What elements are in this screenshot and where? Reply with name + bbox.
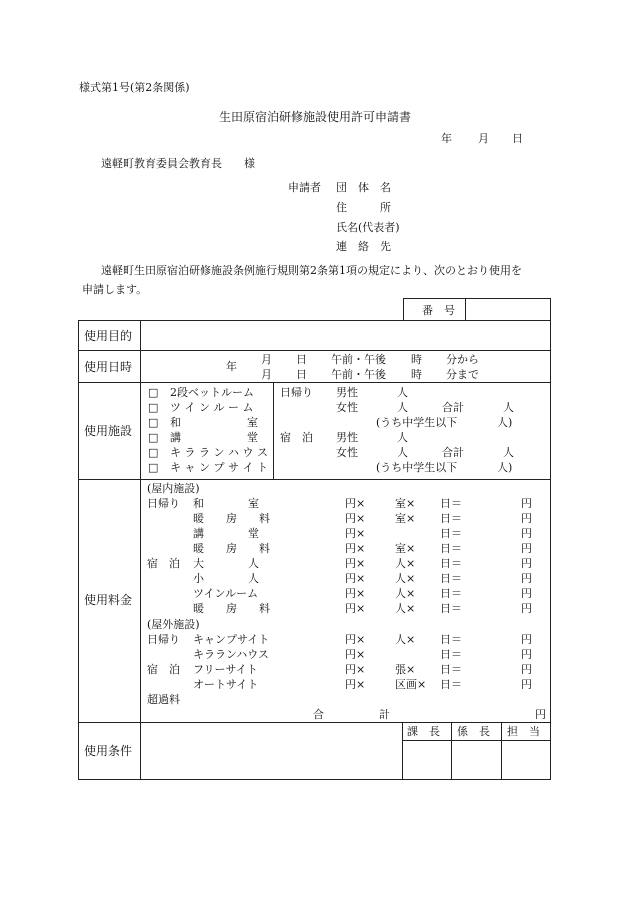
fee-amount-yen: 円 — [521, 633, 532, 646]
fee-amount-yen: 円 — [521, 602, 532, 615]
fee-amount-yen: 円 — [521, 587, 532, 600]
applicant-name-label: 氏名(代表者) — [336, 221, 400, 234]
row-label-facility: 使用施設 — [84, 424, 133, 438]
fee-amount-yen: 円 — [521, 497, 532, 510]
attendance-daytrip-label: 日帰り — [280, 386, 313, 399]
fee-unit-yen: 円 — [345, 587, 356, 600]
fee-unit-yen: 円 — [345, 512, 356, 525]
fee-item-name: キラランハウス — [193, 648, 269, 661]
fee-unit-count: 人× — [395, 572, 416, 585]
attendance-junior-high-close: 人) — [497, 416, 513, 429]
fee-amount-yen: 円 — [521, 648, 532, 661]
fee-multiplier: × — [356, 602, 366, 615]
approval-staff: 担 当 — [507, 725, 540, 738]
datetime-from-ampm: 午前・午後 — [331, 353, 386, 366]
fee-unit-yen: 円 — [345, 663, 356, 676]
fee-item-name: 暖 房 料 — [193, 512, 270, 525]
fee-unit-yen: 円 — [345, 527, 356, 540]
date-month-label: 月 — [478, 132, 489, 145]
fee-unit-count: 区画× — [395, 678, 427, 691]
facility-name-hall: 講 堂 — [170, 431, 258, 444]
fee-multiplier: × — [356, 557, 366, 570]
fee-group-label: 日帰り — [147, 633, 180, 646]
attendance-total-label: 合計 — [442, 401, 464, 414]
datetime-to-minute: 分まで — [446, 368, 479, 381]
facility-name-camp: キ ャ ン プ サ イ ト — [170, 461, 268, 474]
attendance-junior-high-close: 人) — [497, 461, 513, 474]
facility-checkbox-bunk[interactable]: □ — [148, 386, 159, 399]
datetime-to-day: 日 — [296, 368, 307, 381]
fee-unit-yen: 円 — [345, 602, 356, 615]
approval-subsection-chief: 係 長 — [457, 725, 490, 738]
fee-multiplier: × — [356, 542, 366, 555]
fee-multiplier: × — [356, 527, 366, 540]
fee-item-name: 講 堂 — [193, 527, 259, 540]
purpose-field[interactable] — [146, 324, 546, 346]
fee-unit-days: 日＝ — [440, 648, 462, 661]
attendance-junior-high: (うち中学生以下 — [376, 461, 458, 474]
fee-unit-days: 日＝ — [440, 527, 462, 540]
fee-amount-yen: 円 — [521, 663, 532, 676]
row-label-datetime: 使用日時 — [84, 360, 133, 374]
applicant-group-name-label: 団 体 名 — [336, 181, 391, 194]
fee-item-name: オートサイト — [193, 678, 259, 691]
fee-amount-yen: 円 — [521, 678, 532, 691]
fee-group-label: 日帰り — [147, 497, 180, 510]
fee-multiplier: × — [356, 497, 366, 510]
applicant-address-label: 住 所 — [336, 201, 391, 214]
attendance-person-unit: 人 — [503, 401, 514, 414]
attendance-overnight-male: 男性 — [336, 431, 358, 444]
fee-unit-count: 室× — [395, 512, 416, 525]
attendance-person-unit: 人 — [503, 446, 514, 459]
page-title: 生田原宿泊研修施設使用許可申請書 — [219, 110, 412, 124]
datetime-to-month: 月 — [261, 368, 272, 381]
fee-amount-yen: 円 — [521, 542, 532, 555]
fee-unit-yen: 円 — [345, 648, 356, 661]
fee-unit-count: 人× — [395, 557, 416, 570]
datetime-year: 年 — [226, 360, 237, 373]
fee-multiplier: × — [356, 633, 366, 646]
fee-unit-count: 人× — [395, 602, 416, 615]
attendance-daytrip-male: 男性 — [336, 386, 358, 399]
fee-total-label: 合 計 — [313, 708, 390, 721]
body-text-line2: 申請します。 — [82, 283, 148, 296]
attendance-daytrip-female: 女性 — [336, 401, 358, 414]
datetime-from-day: 日 — [296, 353, 307, 366]
fee-excess-label: 超過料 — [147, 693, 180, 706]
facility-name-bunk: 2段ベットルーム — [170, 386, 254, 399]
fee-unit-days: 日＝ — [440, 497, 462, 510]
datetime-to-hour: 時 — [411, 368, 422, 381]
facility-name-twin: ツ イ ン ル ー ム — [170, 401, 254, 414]
fee-amount-yen: 円 — [521, 572, 532, 585]
fee-item-name: 暖 房 料 — [193, 542, 270, 555]
fee-unit-days: 日＝ — [440, 633, 462, 646]
fee-indoor-header: (屋内施設) — [147, 482, 200, 495]
applicant-label: 申請者 — [288, 181, 321, 194]
attendance-person-unit: 人 — [397, 401, 408, 414]
fee-unit-count: 室× — [395, 497, 416, 510]
fee-item-name: キャンプサイト — [193, 633, 270, 646]
facility-checkbox-camp[interactable]: □ — [148, 461, 159, 474]
fee-item-name: 和 室 — [193, 497, 259, 510]
addressee: 遠軽町教育委員会教育長 様 — [101, 157, 255, 170]
attendance-overnight-label: 宿 泊 — [280, 431, 313, 444]
fee-amount-yen: 円 — [521, 527, 532, 540]
facility-checkbox-kirara[interactable]: □ — [148, 446, 159, 459]
datetime-from-month: 月 — [261, 353, 272, 366]
form-number: 様式第1号(第2条関係) — [79, 81, 190, 94]
fee-multiplier: × — [356, 512, 366, 525]
fee-item-name: フリーサイト — [193, 663, 258, 676]
fee-unit-yen: 円 — [345, 497, 356, 510]
approval-section-chief: 課 長 — [407, 725, 440, 738]
fee-unit-count: 人× — [395, 633, 416, 646]
row-label-purpose: 使用目的 — [84, 329, 133, 343]
fee-unit-yen: 円 — [345, 572, 356, 585]
fee-multiplier: × — [356, 648, 366, 661]
fee-unit-days: 日＝ — [440, 602, 462, 615]
fee-multiplier: × — [356, 663, 366, 676]
row-label-conditions: 使用条件 — [84, 744, 133, 758]
fee-unit-days: 日＝ — [440, 678, 462, 691]
fee-outdoor-header: (屋外施設) — [147, 618, 200, 631]
datetime-from-minute: 分から — [446, 353, 479, 366]
fee-unit-days: 日＝ — [440, 587, 462, 600]
fee-unit-count: 人× — [395, 587, 416, 600]
body-text-line1: 遠軽町生田原宿泊研修施設条例施行規則第2条第1項の規定により、次のとおり使用を — [101, 264, 522, 277]
fee-unit-count: 室× — [395, 542, 416, 555]
conditions-field[interactable] — [146, 726, 398, 776]
datetime-to-ampm: 午前・午後 — [331, 368, 386, 381]
fee-item-name: 暖 房 料 — [193, 602, 270, 615]
fee-unit-yen: 円 — [345, 678, 356, 691]
fee-multiplier: × — [356, 678, 366, 691]
fee-multiplier: × — [356, 572, 366, 585]
fee-group-label: 宿 泊 — [147, 663, 180, 676]
number-field[interactable] — [470, 301, 548, 318]
fee-total-yen: 円 — [535, 708, 546, 721]
fee-amount-yen: 円 — [521, 557, 532, 570]
fee-item-name: 小 人 — [193, 572, 259, 585]
attendance-overnight-female: 女性 — [336, 446, 358, 459]
date-year-label: 年 — [441, 132, 452, 145]
facility-checkbox-japanese[interactable]: □ — [148, 416, 159, 429]
attendance-total-label: 合計 — [442, 446, 464, 459]
facility-checkbox-hall[interactable]: □ — [148, 431, 159, 444]
fee-multiplier: × — [356, 587, 366, 600]
attendance-junior-high: (うち中学生以下 — [376, 416, 458, 429]
attendance-person-unit: 人 — [397, 446, 408, 459]
fee-unit-days: 日＝ — [440, 557, 462, 570]
fee-unit-days: 日＝ — [440, 512, 462, 525]
fee-unit-count: 張× — [395, 663, 416, 676]
fee-item-name: ツインルーム — [193, 587, 259, 600]
number-label: 番 号 — [422, 304, 455, 317]
fee-unit-yen: 円 — [345, 542, 356, 555]
applicant-contact-label: 連 絡 先 — [336, 240, 391, 253]
fee-unit-days: 日＝ — [440, 542, 462, 555]
facility-name-japanese: 和 室 — [170, 416, 258, 429]
attendance-person-unit: 人 — [397, 431, 408, 444]
facility-name-kirara: キ ラ ラ ン ハ ウ ス — [170, 446, 268, 459]
fee-group-label: 宿 泊 — [147, 557, 180, 570]
datetime-from-hour: 時 — [411, 353, 422, 366]
fee-unit-yen: 円 — [345, 633, 356, 646]
fee-amount-yen: 円 — [521, 512, 532, 525]
row-label-fee: 使用料金 — [84, 593, 133, 607]
fee-unit-days: 日＝ — [440, 663, 462, 676]
fee-item-name: 大 人 — [193, 557, 259, 570]
fee-unit-yen: 円 — [345, 557, 356, 570]
date-day-label: 日 — [512, 132, 523, 145]
attendance-person-unit: 人 — [397, 386, 408, 399]
fee-unit-days: 日＝ — [440, 572, 462, 585]
facility-checkbox-twin[interactable]: □ — [148, 401, 159, 414]
